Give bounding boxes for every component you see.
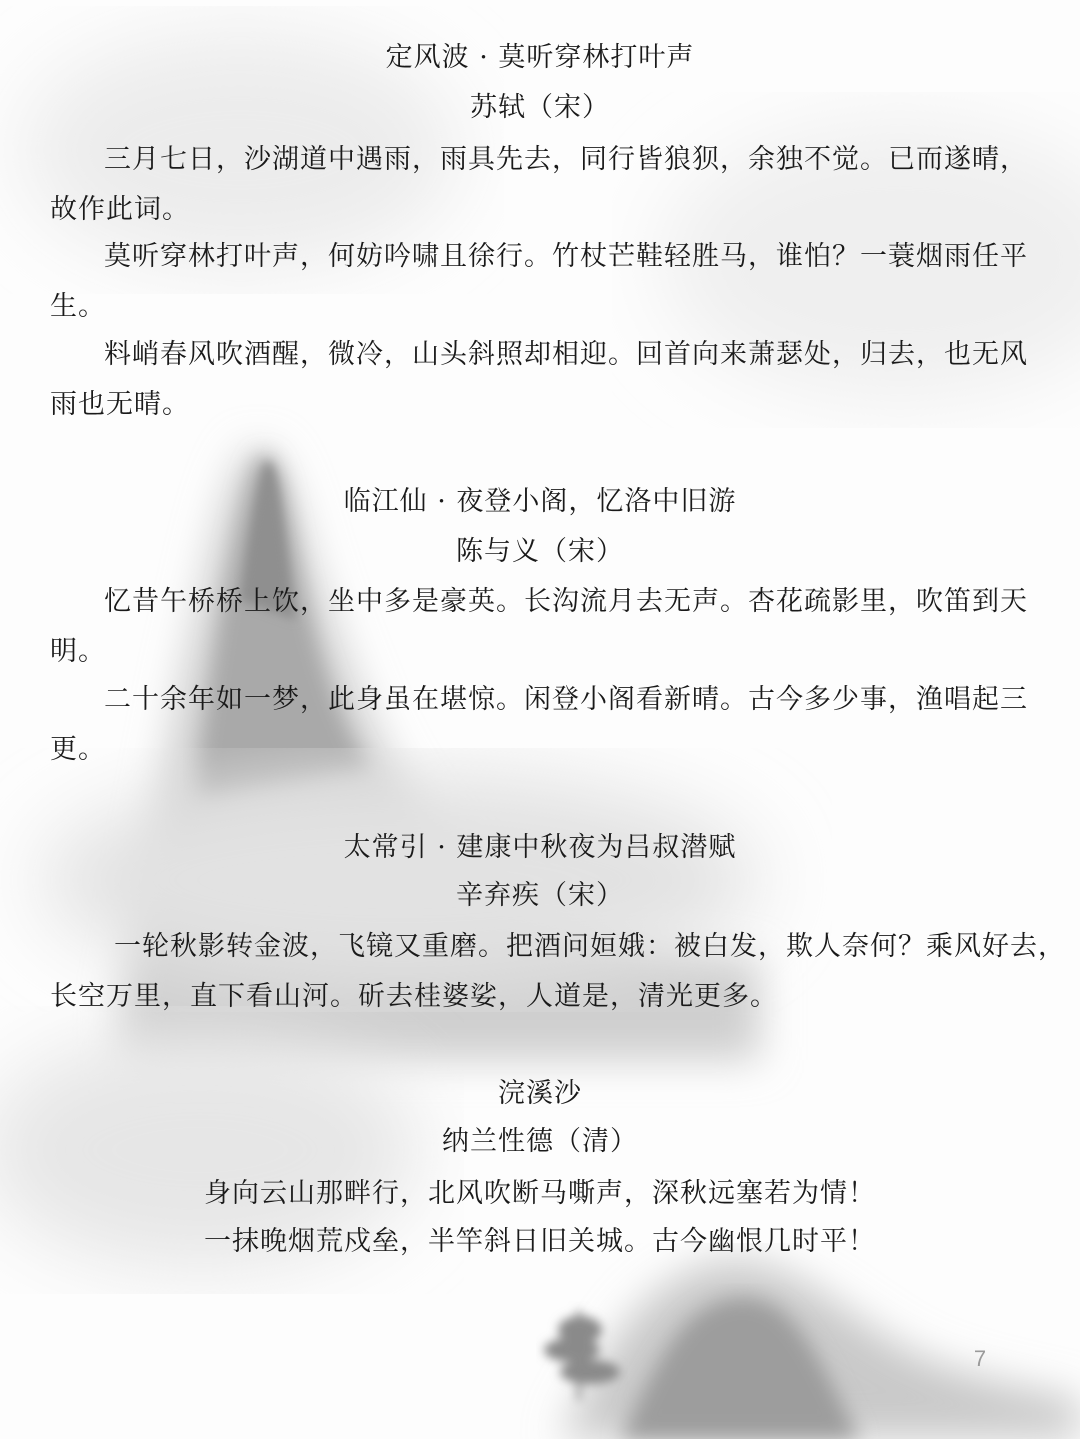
- poem-author: 纳兰性德（清）: [442, 1126, 638, 1157]
- poem-line: 一抹晚烟荒戍垒，半竿斜日旧关城。古今幽恨几时平！: [204, 1226, 876, 1257]
- poem-title: 太常引 · 建康中秋夜为吕叔潜赋: [343, 832, 737, 863]
- poem-title: 定风波 · 莫听穿林打叶声: [385, 42, 695, 73]
- text-line: 三月七日，沙湖道中遇雨，雨具先去，同行皆狼狈，余独不觉。已而遂晴，: [104, 144, 1028, 175]
- text-line: 故作此词。: [50, 194, 190, 225]
- text-line: 忆昔午桥桥上饮，坐中多是豪英。长沟流月去无声。杏花疏影里，吹笛到天: [104, 586, 1028, 617]
- poem-stanza: [50, 577, 1030, 677]
- poem-stanza: [50, 922, 1066, 1022]
- poem-author: 辛弃疾（宋）: [456, 880, 624, 911]
- text-line: 莫听穿林打叶声，何妨吟啸且徐行。竹杖芒鞋轻胜马，谁怕？一蓑烟雨任平: [104, 241, 1028, 272]
- poem-stanza: [50, 330, 1030, 430]
- poem-author: 陈与义（宋）: [456, 536, 624, 567]
- text-line: 长空万里，直下看山河。斫去桂婆娑，人道是，清光更多。: [50, 981, 778, 1012]
- text-line: 二十余年如一梦，此身虽在堪惊。闲登小阁看新晴。古今多少事，渔唱起三: [104, 684, 1028, 715]
- text-line: 一轮秋影转金波，飞镜又重磨。把酒问姮娥：被白发，欺人奈何？乘风好去，: [114, 931, 1066, 962]
- poem-stanza: [50, 675, 1030, 775]
- page-number: 7: [973, 1346, 987, 1371]
- poem-title: 浣溪沙: [498, 1078, 582, 1109]
- poem-line: 身向云山那畔行，北风吹断马嘶声，深秋远塞若为情！: [204, 1178, 876, 1209]
- poem-stanza: [50, 232, 1030, 332]
- text-line: 更。: [50, 734, 106, 765]
- text-line: 生。: [50, 291, 106, 322]
- poem-title: 临江仙 · 夜登小阁，忆洛中旧游: [343, 486, 737, 517]
- poem-author: 苏轼（宋）: [470, 92, 610, 123]
- text-line: 料峭春风吹酒醒，微冷，山头斜照却相迎。回首向来萧瑟处，归去，也无风: [104, 339, 1028, 370]
- poem-preface: [50, 135, 1030, 235]
- text-line: 明。: [50, 636, 106, 667]
- text-line: 雨也无晴。: [50, 389, 190, 420]
